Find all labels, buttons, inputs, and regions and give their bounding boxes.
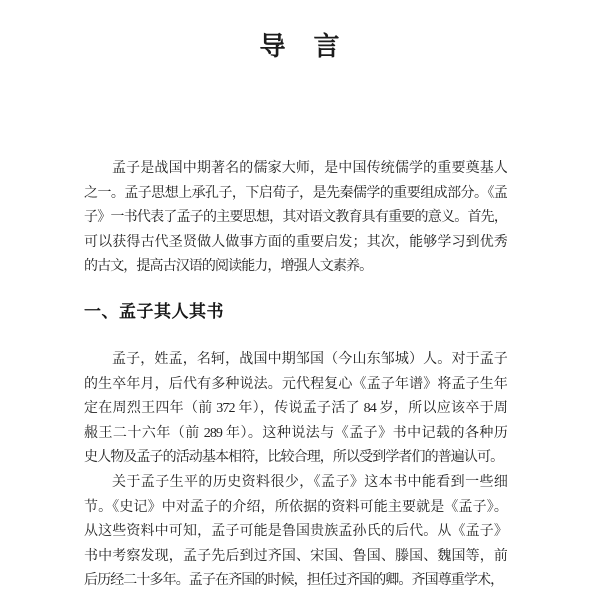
page-content — [84, 157, 507, 594]
paragraph — [84, 471, 507, 594]
text-line: 孟子是战国中期著名的儒家大师，是中国传统儒学的重要奠基人 — [112, 161, 507, 176]
paragraph — [84, 157, 507, 280]
text-line: 史人物及孟子的活动基本相符，比较合理，所以受到学者们的普遍认可。 — [84, 450, 504, 466]
text-line: 后历经二十多年。孟子在齐国的时候，担任过齐国的卿。齐国尊重学术， — [84, 573, 504, 589]
text-line: 的生卒年月，后代有多种说法。元代程复心《孟子年谱》将孟子生年 — [84, 376, 507, 392]
text-line: 从这些资料中可知，孟子可能是鲁国贵族孟孙氏的后代。从《孟子》 — [84, 524, 507, 540]
text-line: 可以获得古代圣贤做人做事方面的重要启发；其次，能够学习到优秀 — [84, 234, 507, 250]
text-line: 书中考察发现，孟子先后到过齐国、宋国、鲁国、滕国、魏国等，前 — [84, 548, 507, 564]
paragraph — [84, 348, 507, 471]
text-line: 的古文，提高古汉语的阅读能力，增强人文素养。 — [84, 259, 373, 275]
text-line: 节。《史记》中对孟子的介绍，所依据的资料可能主要就是《孟子》。 — [84, 499, 507, 515]
section-heading: 一、孟子其人其书 — [84, 301, 224, 321]
text-line: 赧王二十六年（前 289 年）。这种说法与《孟子》书中记载的各种历 — [84, 425, 507, 441]
text-line: 孟子，姓孟，名轲，战国中期邹国（今山东邹城）人。对于孟子 — [112, 351, 507, 367]
text-line: 关于孟子生平的历史资料很少，《孟子》这本书中能看到一些细 — [112, 474, 507, 490]
text-line: 之一。孟子思想上承孔子，下启荀子，是先秦儒学的重要组成部分。《孟 — [84, 185, 507, 201]
text-line: 子》一书代表了孟子的主要思想，其对语文教育具有重要的意义。首先， — [84, 210, 507, 226]
text-line: 定在周烈王四年（前 372 年），传说孟子活了 84 岁，所以应该卒于周 — [84, 401, 507, 417]
page-title: 导 言 — [259, 32, 341, 61]
